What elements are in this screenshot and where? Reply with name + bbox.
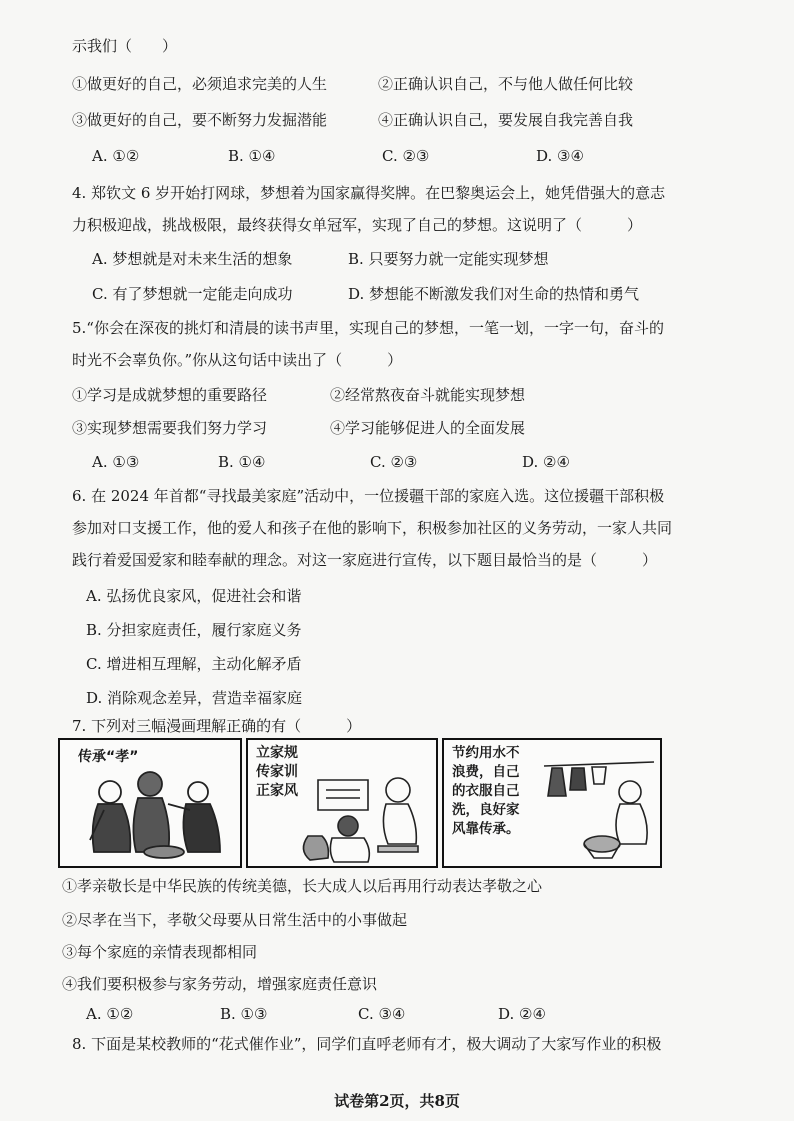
q5-statement-3: ③实现梦想需要我们努力学习	[72, 419, 268, 437]
q5-choice-a: A. ①③	[92, 453, 140, 471]
q4-choice-c: C. 有了梦想就一定能走向成功	[92, 285, 293, 303]
q6-choice-b: B. 分担家庭责任，履行家庭义务	[86, 621, 302, 639]
child-washing-clothes-illustration	[444, 740, 660, 866]
q3-choice-d: D. ③④	[536, 147, 584, 165]
q7-choice-d: D. ②④	[498, 1005, 546, 1023]
q5-statement-2: ②经常熬夜奋斗就能实现梦想	[330, 386, 526, 404]
cartoon-strip	[58, 738, 662, 868]
q6-choice-a: A. 弘扬优良家风，促进社会和谐	[86, 587, 302, 605]
cartoon-panel-2-caption-line-2: 传家训	[256, 764, 298, 780]
q7-statement-2: ②尽孝在当下，孝敬父母要从日常生活中的小事做起	[62, 911, 408, 929]
q7-statement-3: ③每个家庭的亲情表现都相同	[62, 943, 258, 961]
q6-stem-line-3: 践行着爱国爱家和睦奉献的理念。对这一家庭进行宣传，以下题目最恰当的是（ ）	[72, 551, 658, 569]
cartoon-panel-3-caption-line-1: 节约用水不	[452, 745, 520, 761]
q7-statement-4: ④我们要积极参与家务劳动，增强家庭责任意识	[62, 975, 378, 993]
q6-stem-line-1: 6. 在 2024 年首都“寻找最美家庭”活动中，一位援疆干部的家庭入选。这位援疆干部积极	[72, 487, 665, 505]
cartoon-panel-filial-piety	[58, 738, 242, 868]
q4-choice-d: D. 梦想能不断激发我们对生命的热情和勇气	[348, 285, 640, 303]
q6-choice-c: C. 增进相互理解，主动化解矛盾	[86, 655, 302, 673]
cartoon-panel-laundry	[442, 738, 662, 868]
q3-statement-3: ③做更好的自己，要不断努力发掘潜能	[72, 111, 328, 129]
q3-choice-a: A. ①②	[92, 147, 140, 165]
q4-stem-line-1: 4. 郑钦文 6 岁开始打网球，梦想着为国家赢得奖牌。在巴黎奥运会上，她凭借强大的意志	[72, 184, 666, 202]
q7-choice-b: B. ①③	[220, 1005, 268, 1023]
q7-stem: 7. 下列对三幅漫画理解正确的有（ ）	[72, 717, 362, 735]
q3-statement-2: ②正确认识自己，不与他人做任何比较	[378, 75, 634, 93]
q7-statement-1: ①孝亲敬长是中华民族的传统美德，长大成人以后再用行动表达孝敬之心	[62, 877, 543, 895]
q5-choice-c: C. ②③	[370, 453, 418, 471]
q3-choice-b: B. ①④	[228, 147, 276, 165]
q5-statement-4: ④学习能够促进人的全面发展	[330, 419, 526, 437]
q4-choice-b: B. 只要努力就一定能实现梦想	[348, 250, 549, 268]
q5-stem-line-1: 5.“你会在深夜的挑灯和清晨的读书声里，实现自己的梦想，一笔一划，一字一句，奋斗的	[72, 319, 664, 337]
q4-choice-a: A. 梦想就是对未来生活的想象	[92, 250, 293, 268]
cartoon-panel-3-caption-line-2: 浪费，自己	[452, 764, 520, 780]
cartoon-panel-3-caption-line-3: 的衣服自己	[452, 783, 520, 799]
q7-choice-c: C. ③④	[358, 1005, 406, 1023]
cartoon-panel-3-caption-line-5: 风靠传承。	[452, 821, 520, 837]
q3-statement-1: ①做更好的自己，必须追求完美的人生	[72, 75, 328, 93]
q6-choice-d: D. 消除观念差异，营造幸福家庭	[86, 689, 303, 707]
q3-stem-continuation: 示我们（ ）	[72, 37, 178, 55]
q3-statement-4: ④正确认识自己，要发展自我完善自我	[378, 111, 634, 129]
cartoon-panel-family-rules	[246, 738, 438, 868]
cartoon-panel-2-caption-line-1: 立家规	[256, 745, 298, 761]
cartoon-panel-1-caption: 传承“孝”	[78, 749, 139, 765]
family-cartoon-illustration	[60, 740, 240, 866]
q3-choice-c: C. ②③	[382, 147, 430, 165]
q8-stem-line-1: 8. 下面是某校教师的“花式催作业”，同学们直呼老师有才，极大调动了大家写作业的积极	[72, 1035, 662, 1053]
page-footer: 试卷第2页，共8页	[334, 1092, 460, 1110]
q5-choice-d: D. ②④	[522, 453, 570, 471]
q4-stem-line-2: 力积极迎战，挑战极限，最终获得女单冠军，实现了自己的梦想。这说明了（ ）	[72, 216, 643, 234]
child-reading-illustration	[248, 740, 436, 866]
q6-stem-line-2: 参加对口支援工作，他的爱人和孩子在他的影响下，积极参加社区的义务劳动，一家人共同	[72, 519, 673, 537]
cartoon-panel-2-caption-line-3: 正家风	[256, 783, 298, 799]
cartoon-panel-3-caption-line-4: 洗，良好家	[452, 802, 520, 818]
q5-stem-line-2: 时光不会辜负你。”你从这句话中读出了（ ）	[72, 351, 403, 369]
q5-statement-1: ①学习是成就梦想的重要路径	[72, 386, 268, 404]
q5-choice-b: B. ①④	[218, 453, 266, 471]
q7-choice-a: A. ①②	[86, 1005, 134, 1023]
